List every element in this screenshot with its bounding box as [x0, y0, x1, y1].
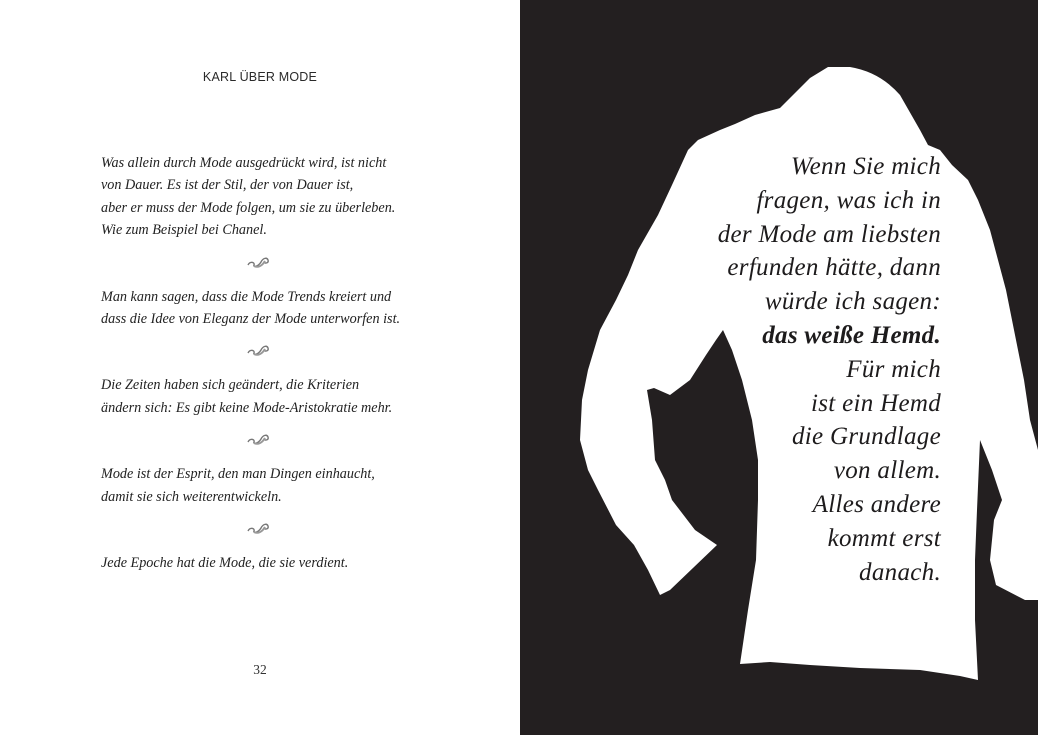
- quote-2: [101, 286, 431, 331]
- page-number: 32: [253, 662, 267, 677]
- shirt-quote-line: von allem.: [833, 457, 941, 485]
- shirt-quote-line: ist ein Hemd: [811, 389, 941, 417]
- quote-line: Wie zum Beispiel bei Chanel.: [101, 222, 267, 239]
- shirt-quote-line: würde ich sagen:: [764, 288, 941, 316]
- quote-line: Was allein durch Mode ausgedrückt wird, ist nicht: [101, 155, 387, 171]
- quote-3: [101, 374, 431, 419]
- quote-line: Man kann sagen, dass die Mode Trends kreiert und: [101, 288, 392, 305]
- quote-line: ändern sich: Es gibt keine Mode-Aristokratie mehr.: [101, 399, 393, 416]
- quote-line: aber er muss der Mode folgen, um sie zu überleben.: [101, 199, 396, 216]
- shirt-quote-line: der Mode am liebsten: [717, 220, 941, 248]
- shirt-quote-line: erfunden hätte, dann: [727, 254, 941, 282]
- shirt-quote: [581, 150, 941, 589]
- quote-line: von Dauer. Es ist der Stil, der von Dauer ist,: [101, 177, 354, 194]
- shirt-quote-line: Für mich: [846, 355, 941, 383]
- quote-line: Die Zeiten haben sich geändert, die Kriterien: [101, 377, 360, 394]
- running-head: KARL ÜBER MODE: [202, 70, 318, 84]
- shirt-quote-line: kommt erst: [827, 524, 941, 552]
- shirt-quote-emphasis: das weiße Hemd.: [762, 321, 941, 349]
- quote-line: Mode ist der Esprit, den man Dingen einhaucht,: [101, 466, 375, 483]
- flourish-ornament-icon: [101, 508, 431, 552]
- flourish-ornament-icon: [101, 242, 431, 286]
- quote-1: [101, 152, 431, 242]
- quote-line: Jede Epoche hat die Mode, die sie verdient.: [101, 555, 349, 572]
- shirt-quote-line: Alles andere: [812, 490, 941, 518]
- shirt-quote-line: die Grundlage: [791, 423, 941, 451]
- shirt-quote-line: danach.: [859, 558, 941, 586]
- quote-line: damit sie sich weiterentwickeln.: [101, 488, 282, 505]
- flourish-ornament-icon: [101, 330, 431, 374]
- flourish-ornament-icon: [101, 419, 431, 463]
- shirt-quote-line: Wenn Sie mich: [790, 153, 941, 180]
- right-page: [520, 0, 1038, 735]
- quote-line: dass die Idee von Eleganz der Mode unterworfen ist.: [101, 311, 401, 328]
- quote-4: [101, 463, 431, 508]
- shirt-quote-line: fragen, was ich in: [756, 186, 941, 214]
- quote-5: [101, 552, 431, 574]
- quotes-list: [101, 152, 431, 574]
